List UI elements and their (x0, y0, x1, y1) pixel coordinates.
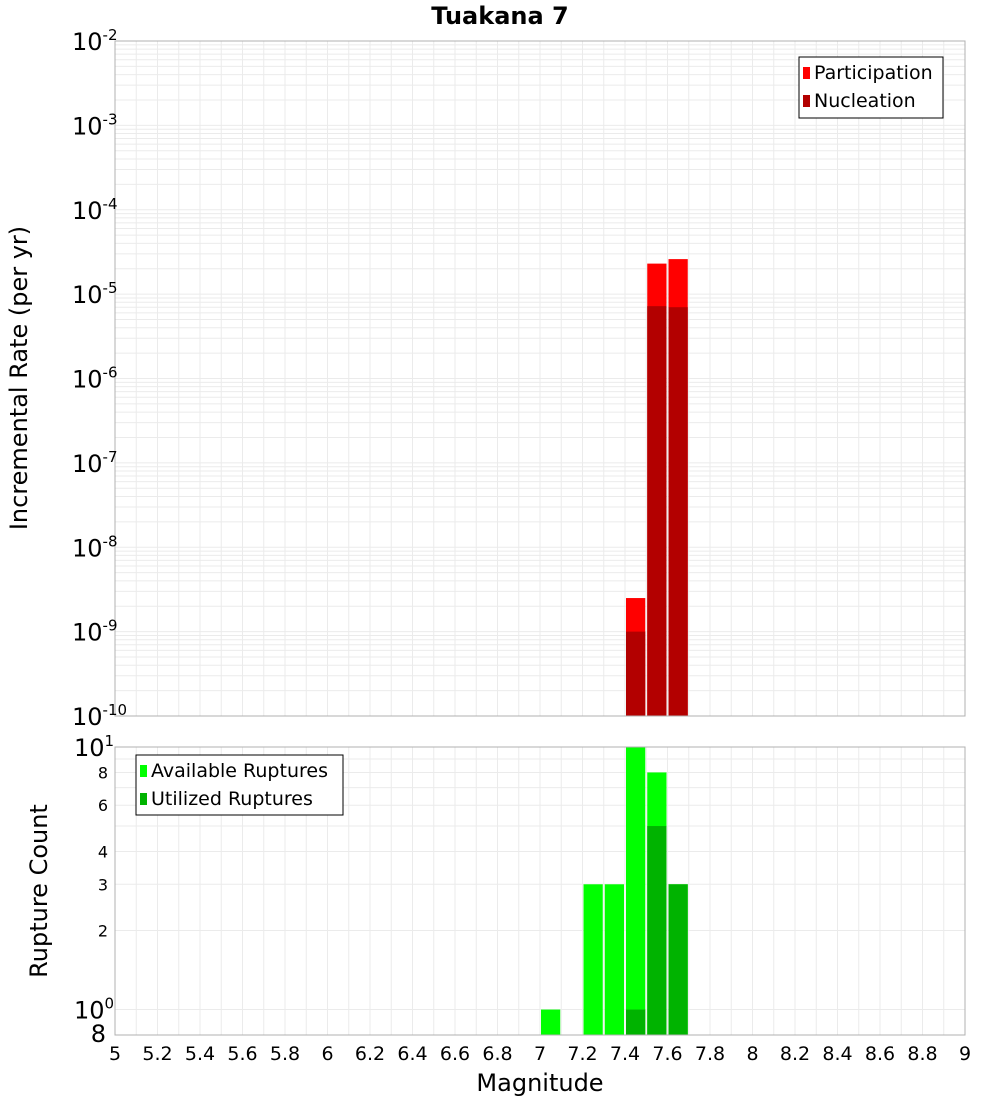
count-y-tick-labels (74, 732, 114, 1048)
x-tick-label: 7.6 (652, 1043, 683, 1065)
nucleation-bar (647, 306, 666, 716)
count-y-tick-label: 6 (97, 796, 108, 816)
x-axis-label: Magnitude (476, 1069, 604, 1097)
x-tick-label: 5 (108, 1043, 122, 1065)
nucleation-bar (626, 632, 645, 716)
rate-legend-label: Nucleation (814, 90, 916, 112)
x-tick-label: 5.6 (227, 1043, 258, 1065)
x-tick-label: 8 (746, 1043, 759, 1065)
count-y-tick-label: $10^1$ (74, 732, 115, 762)
x-tick-label: 8.8 (907, 1043, 938, 1065)
rate-y-tick-label: $10^{-2}$ (72, 26, 118, 56)
count-legend-swatch (140, 765, 147, 777)
count-legend-swatch (140, 793, 147, 805)
rate-legend (799, 57, 943, 118)
rate-gridlines (115, 41, 965, 716)
count-y-tick-label: $10^0$ (74, 994, 115, 1025)
rate-y-tick-label: $10^{-4}$ (72, 194, 118, 225)
available-ruptures-bar (605, 884, 624, 1035)
rate-y-tick-label: $10^{-10}$ (72, 701, 128, 731)
rate-legend-label: Participation (814, 62, 933, 84)
utilized-ruptures-bar (626, 1010, 645, 1035)
rate-y-tick-label: $10^{-8}$ (72, 532, 118, 563)
rate-y-tick-label: $10^{-7}$ (72, 447, 118, 478)
count-legend (136, 755, 343, 815)
x-tick-label: 7.4 (609, 1043, 641, 1065)
x-tick-label: 7 (533, 1043, 547, 1065)
count-y-tick-label: 2 (97, 921, 108, 941)
rate-legend-swatch (803, 67, 810, 79)
rate-y-tick-label: $10^{-6}$ (72, 363, 118, 394)
x-tick-label: 6 (321, 1043, 334, 1065)
utilized-ruptures-bar (647, 826, 666, 1035)
available-ruptures-bar (541, 1010, 560, 1035)
x-tick-label: 5.2 (142, 1043, 173, 1065)
count-legend-label: Available Ruptures (151, 760, 328, 782)
nucleation-bar (669, 307, 688, 716)
count-y-tick-label: 3 (97, 875, 108, 895)
x-tick-label: 5.8 (269, 1043, 301, 1065)
rate-y-tick-label: $10^{-5}$ (72, 279, 118, 310)
x-tick-label: 6.8 (482, 1043, 513, 1065)
x-tick-label: 7.8 (694, 1043, 726, 1065)
x-tick-label: 6.6 (439, 1043, 471, 1065)
x-tick-label: 7.2 (567, 1043, 598, 1065)
rate-y-tick-label: $10^{-3}$ (72, 110, 118, 141)
rate-y-tick-label: $10^{-9}$ (72, 616, 118, 647)
rate-panel (5, 26, 965, 731)
count-y-axis-label: Rupture Count (25, 804, 53, 978)
utilized-ruptures-bar (669, 884, 688, 1035)
count-y-tick-label: 8 (90, 1020, 106, 1048)
x-tick-label: 5.4 (184, 1043, 216, 1065)
count-y-tick-label: 8 (97, 763, 108, 783)
count-legend-label: Utilized Ruptures (151, 788, 313, 810)
available-ruptures-bar (626, 747, 645, 1035)
count-y-tick-label: 4 (97, 842, 108, 862)
x-tick-label: 6.4 (397, 1043, 428, 1065)
x-tick-label: 8.4 (822, 1043, 853, 1065)
x-tick-labels (109, 1043, 971, 1065)
rate-legend-swatch (803, 95, 810, 107)
x-tick-label: 8.6 (864, 1043, 896, 1065)
x-tick-label: 6.2 (354, 1043, 386, 1065)
chart-title: Tuakana 7 (431, 2, 569, 30)
x-tick-label: 9 (958, 1043, 972, 1065)
x-tick-label: 8.2 (779, 1043, 811, 1065)
available-ruptures-bar (584, 884, 603, 1035)
rate-y-axis-label: Incremental Rate (per yr) (5, 225, 33, 531)
count-panel (25, 732, 965, 1048)
